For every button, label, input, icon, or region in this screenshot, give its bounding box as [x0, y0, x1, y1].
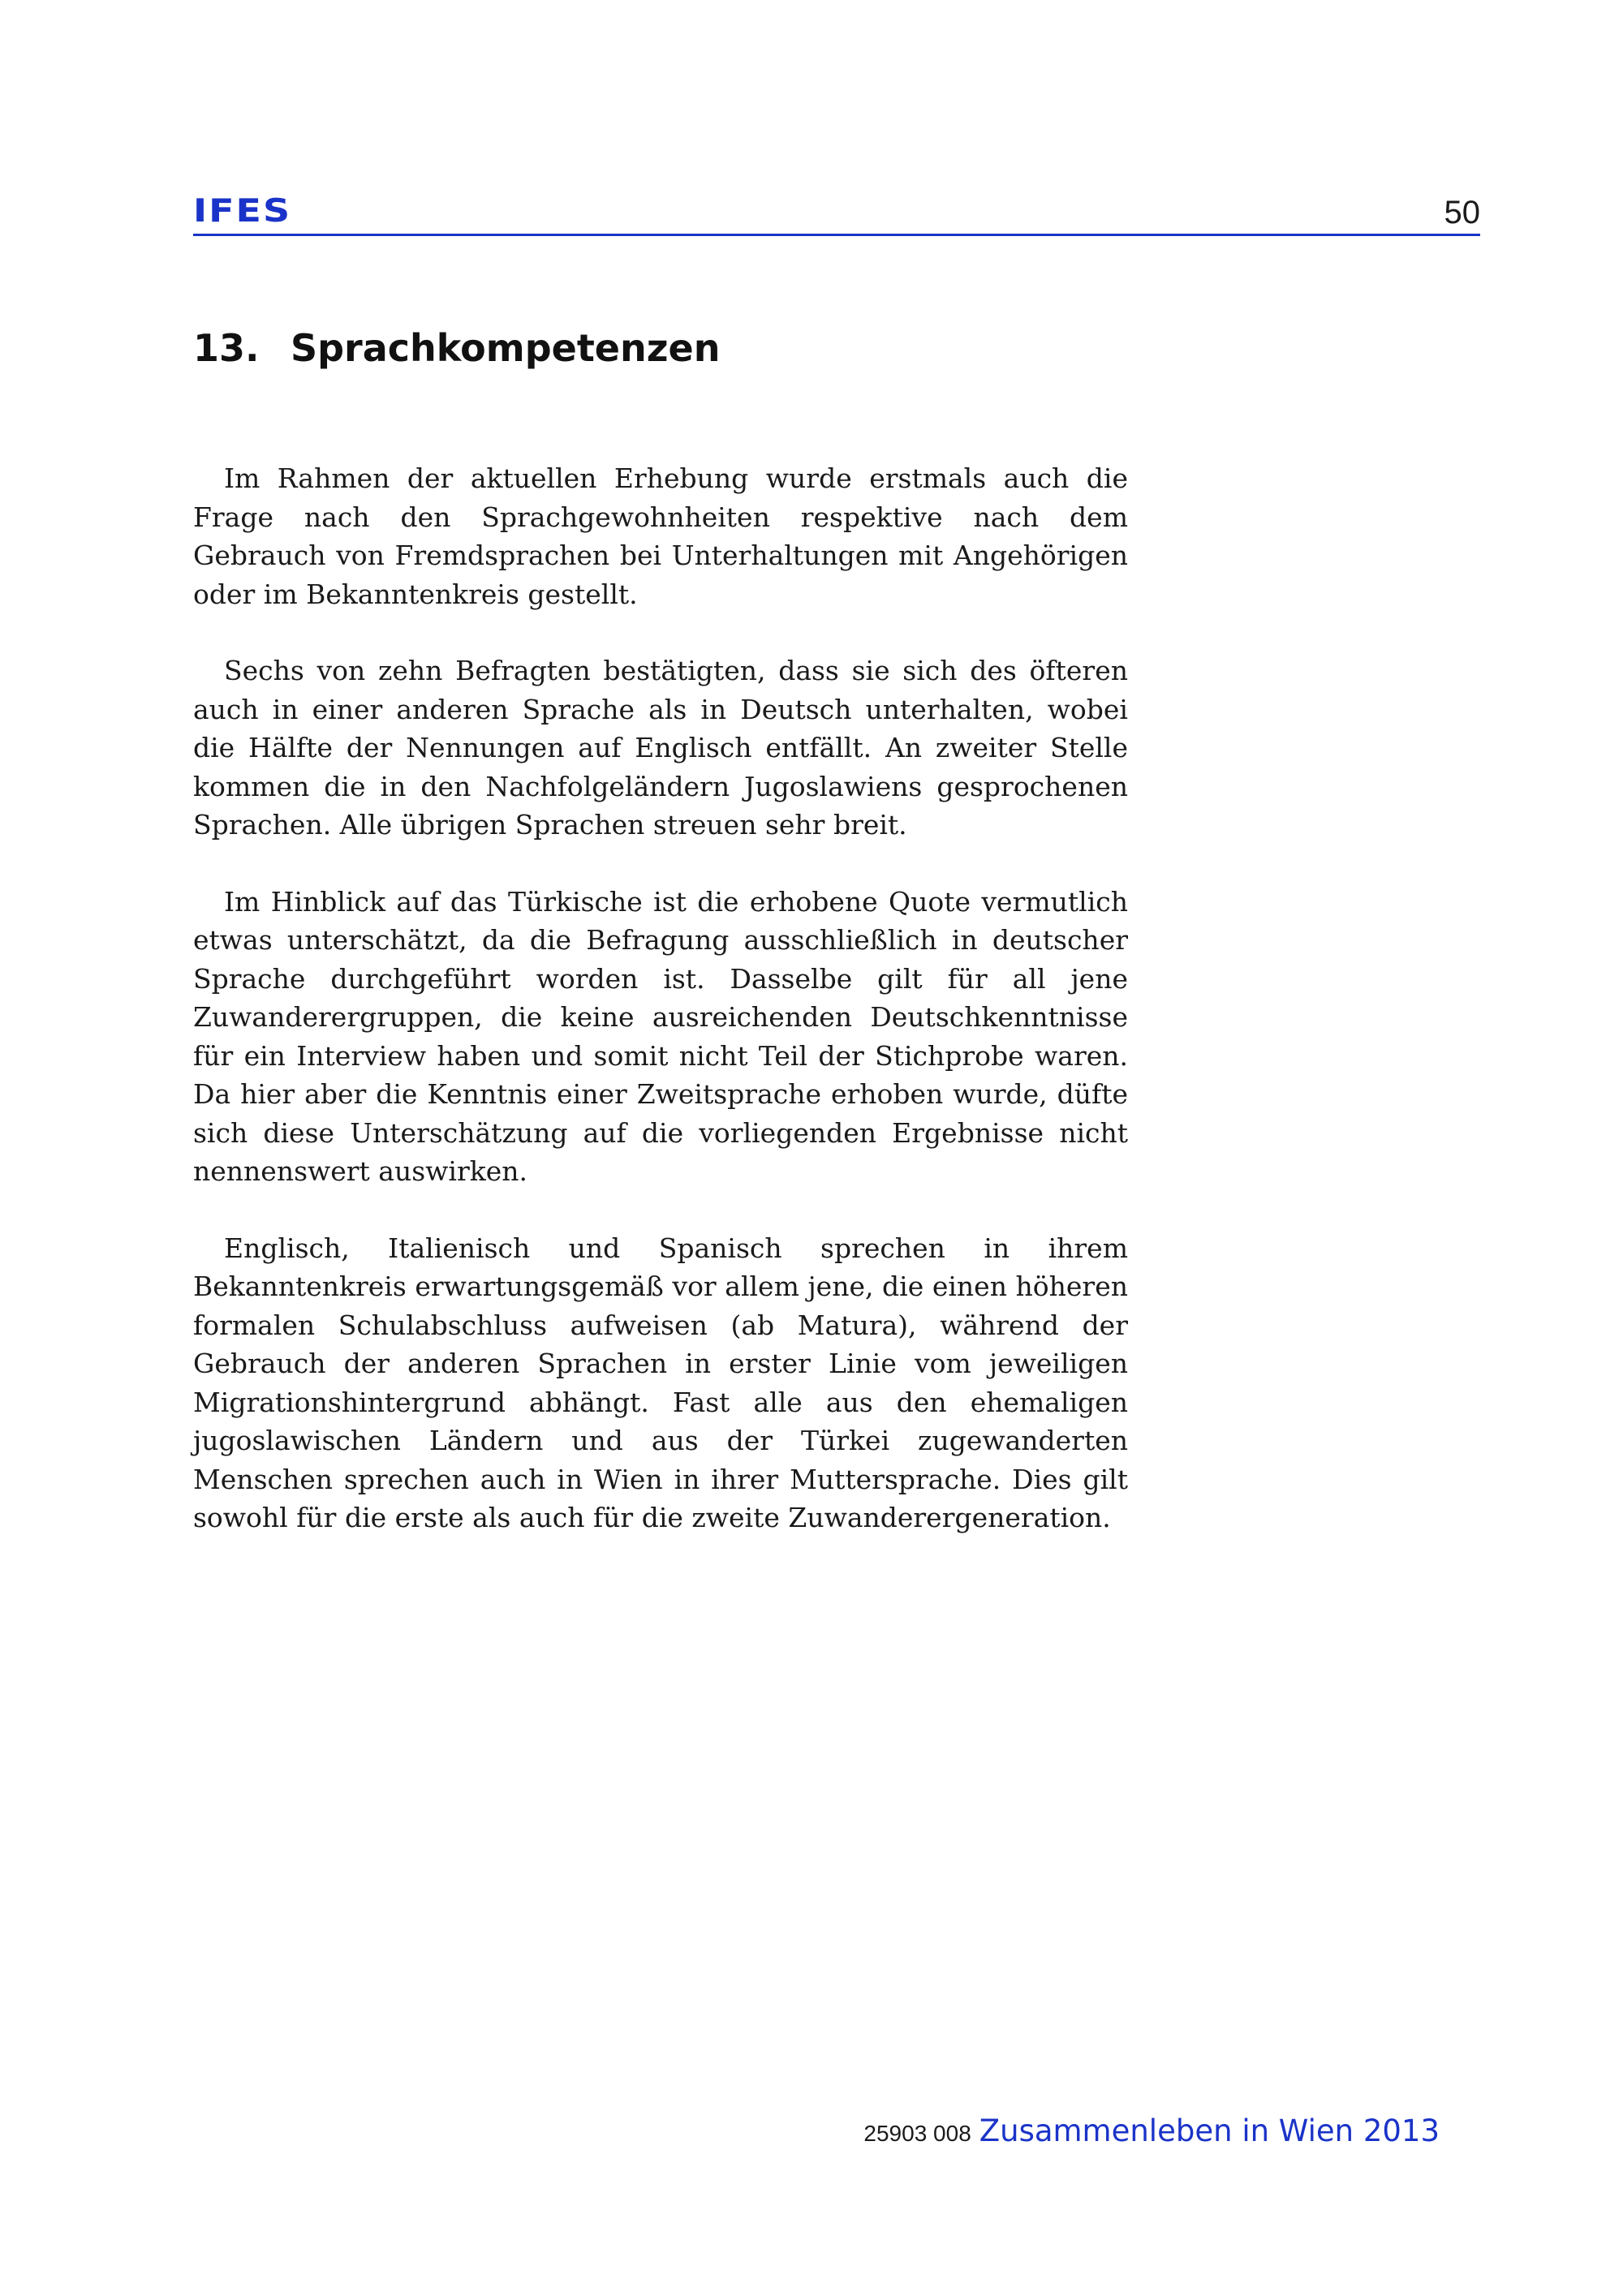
section-title: Sprachkompetenzen	[291, 326, 721, 370]
paragraph-1: Im Rahmen der aktuellen Erhebung wurde erstmals auch die Frage nach den Sprachgewohnheiten respektive nach dem Gebrauch von Fremdsprachen bei Unterhaltungen mit Angehörigen oder im Bekanntenkreis gestellt.	[193, 462, 1128, 610]
body-text	[193, 459, 1128, 1576]
report-title: Zusammenleben in Wien 2013	[979, 2113, 1440, 2148]
page-footer	[863, 2113, 1440, 2148]
page-header	[193, 185, 1480, 236]
paragraph-2: Sechs von zehn Befragten bestätigten, dass sie sich des öfteren auch in einer anderen Sprache als in Deutsch unterhalten, wobei die Hälfte der Nennungen auf Englisch entfällt. An zweiter Stelle kommen die in den Nachfolgeländern Jugoslawiens gesprochenen Sprachen. Alle übrigen Sprachen streuen sehr breit.	[193, 655, 1128, 841]
paragraph-4: Englisch, Italienisch und Spanisch sprechen in ihrem Bekanntenkreis erwartungsgemäß vor allem jene, die einen höheren formalen Schulabschluss aufweisen (ab Matura), während der Gebrauch der anderen Sprachen in erster Linie vom jeweiligen Migrationshintergrund abhängt. Fast alle aus den ehemaligen jugoslawischen Ländern und aus der Türkei zugewanderten Menschen sprechen auch in Wien in ihrer Muttersprache. Dies gilt sowohl für die erste als auch für die zweite Zuwanderergeneration.	[193, 1232, 1128, 1533]
page-number: 50	[1444, 195, 1480, 230]
report-code: 25903 008	[863, 2121, 971, 2146]
section-number: 13.	[193, 326, 260, 370]
ifes-logo: IFES	[193, 191, 292, 230]
section-heading	[193, 326, 720, 371]
paragraph-3: Im Hinblick auf das Türkische ist die erhobene Quote vermutlich etwas unterschätzt, da die Befragung ausschließlich in deutscher Sprache durchgeführt worden ist. Dasselbe gilt für all jene Zuwanderergruppen, die keine ausreichenden Deutschkenntnisse für ein Interview haben und somit nicht Teil der Stichprobe waren. Da hier aber die Kenntnis einer Zweitsprache erhoben wurde, düfte sich diese Unterschätzung auf die vorliegenden Ergebnisse nicht nennenswert auswirken.	[193, 885, 1128, 1187]
